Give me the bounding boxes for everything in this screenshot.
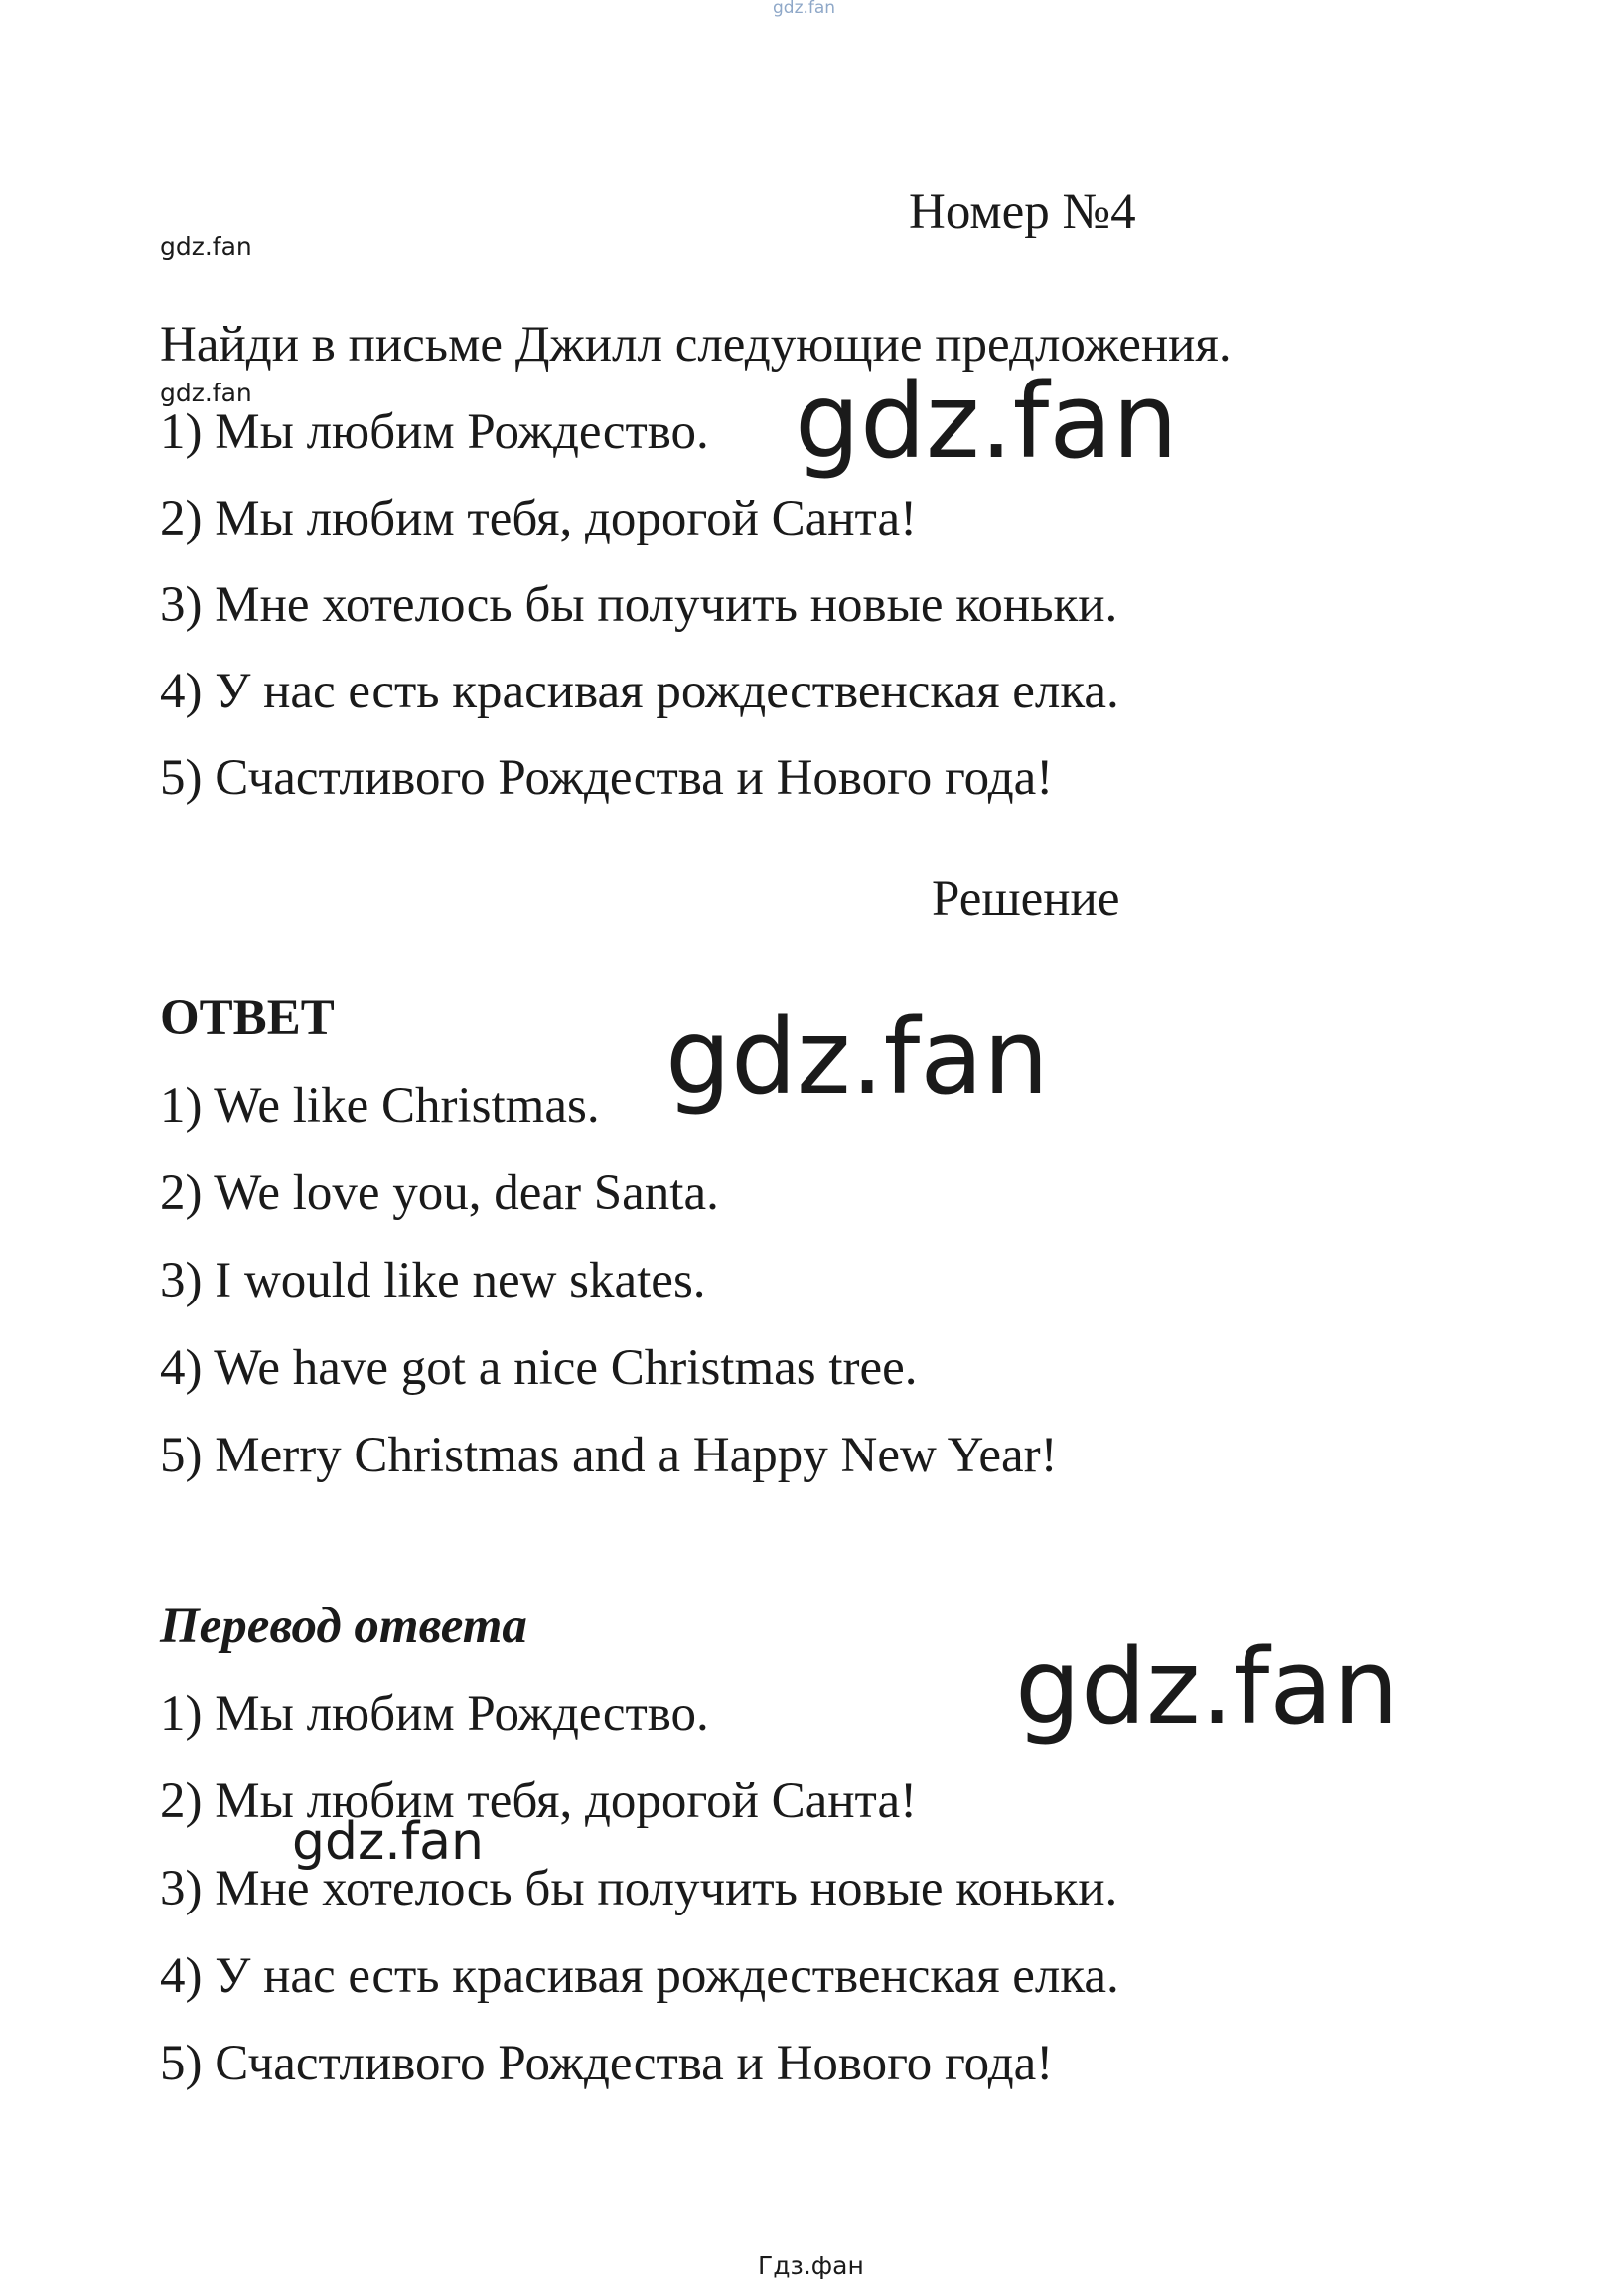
translation-item: 2) Мы любим тебя, дорогой Санта!: [160, 1773, 918, 1829]
watermark-bottom: Гдз.фан: [758, 2251, 864, 2280]
task-item: 3) Мне хотелось бы получить новые коньки.: [160, 577, 1118, 633]
translation-item: 5) Счастливого Рождества и Нового года!: [160, 2036, 1054, 2091]
answer-item: 3) I would like new skates.: [160, 1253, 706, 1308]
answer-item: 4) We have got a nice Christmas tree.: [160, 1340, 918, 1396]
task-item: 2) Мы любим тебя, дорогой Санта!: [160, 491, 918, 546]
task-item: 4) У нас есть красивая рождественская елка.: [160, 664, 1119, 719]
task-text: Найди в письме Джилл следующие предложения.: [160, 317, 1232, 373]
watermark-large: gdz.fan: [1015, 1626, 1398, 1748]
translation-item: 3) Мне хотелось бы получить новые коньки.: [160, 1861, 1118, 1916]
solution-label: Решение: [932, 871, 1120, 927]
answer-heading: ОТВЕТ: [160, 991, 335, 1046]
watermark-small: gdz.fan: [160, 232, 252, 261]
answer-item: 5) Merry Christmas and a Happy New Year!: [160, 1428, 1058, 1483]
task-item: 5) Счастливого Рождества и Нового года!: [160, 750, 1054, 806]
answer-item: 2) We love you, dear Santa.: [160, 1165, 719, 1221]
watermark-large: gdz.fan: [665, 996, 1049, 1118]
watermark-small: gdz.fan: [160, 379, 252, 407]
page-title: Номер №4: [909, 184, 1136, 239]
watermark-medium: gdz.fan: [292, 1812, 484, 1872]
task-item: 1) Мы любим Рождество.: [160, 404, 709, 460]
answer-item: 1) We like Christmas.: [160, 1078, 600, 1134]
translation-heading: Перевод ответа: [160, 1599, 527, 1654]
watermark-large: gdz.fan: [795, 361, 1178, 482]
translation-item: 4) У нас есть красивая рождественская елка.: [160, 1948, 1119, 2004]
watermark-top: gdz.fan: [773, 0, 836, 18]
translation-item: 1) Мы любим Рождество.: [160, 1686, 709, 1742]
